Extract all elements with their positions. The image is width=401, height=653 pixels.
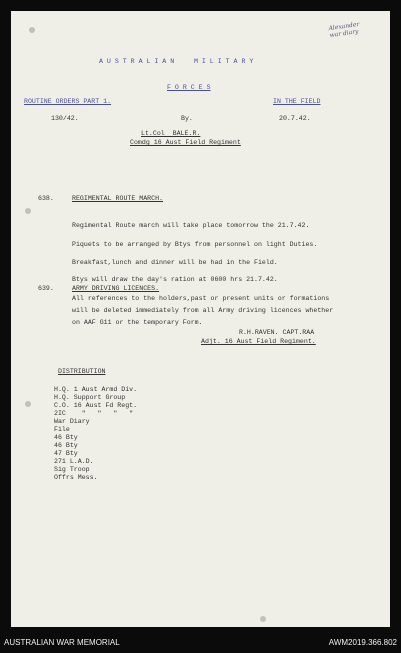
distribution-item: 46 Bty: [54, 442, 78, 449]
order-638-line: Breakfast,lunch and dinner will be had in the Field.: [72, 259, 278, 266]
signature-name: R.H.RAVEN. CAPT.RAA: [239, 329, 315, 336]
order-638-line: Regimental Route march will take place tomorrow the 21.7.42.: [72, 222, 310, 229]
staple-hole: [29, 27, 35, 33]
footer-reference: AWM2019.366.802: [328, 638, 397, 647]
handwritten-note: Alexander war diary: [328, 20, 360, 40]
order-639-heading: ARMY DRIVING LICENCES.: [72, 285, 160, 292]
distribution-item: C.O. 16 Aust Fd Regt.: [54, 402, 138, 409]
distribution-heading: DISTRIBUTION: [58, 368, 106, 375]
distribution-item: H.Q. Support Group: [54, 394, 126, 401]
order-639-line: on AAF G11 or the temporary Form.: [72, 319, 203, 326]
commander-title: Comdg 16 Aust Field Regiment: [130, 139, 241, 146]
order-638-line: Piquets to be arranged by Btys from personnel on light Duties.: [72, 241, 318, 248]
commander-name: Lt.Col BALE.R.: [141, 130, 201, 137]
footer-source: AUSTRALIAN WAR MEMORIAL: [4, 638, 120, 647]
distribution-item: Sig Troop: [54, 466, 90, 473]
distribution-item: War Diary: [54, 418, 90, 425]
distribution-item: 2IC " " " ": [54, 410, 134, 417]
distribution-item: 47 Bty: [54, 450, 78, 457]
routine-orders-heading: ROUTINE ORDERS PART 1.: [24, 98, 112, 105]
staple-hole: [260, 616, 266, 622]
order-639-number: 639.: [38, 285, 54, 292]
order-number: 130/42.: [51, 115, 79, 122]
signature-title: Adjt. 16 Aust Field Regiment.: [201, 338, 316, 345]
location-heading: IN THE FIELD: [273, 98, 321, 105]
by-label: By.: [181, 115, 193, 122]
staple-hole: [25, 401, 31, 407]
document-title: A U S T R A L I A N M I L I T A R Y: [99, 58, 254, 65]
distribution-item: File: [54, 426, 70, 433]
forces-heading: F O R C E S: [167, 84, 211, 91]
order-639-line: All references to the holders,past or present units or formations: [72, 295, 330, 302]
document-page: [11, 11, 390, 627]
staple-hole: [25, 208, 31, 214]
distribution-item: Offrs Mess.: [54, 474, 98, 481]
order-638-number: 638.: [38, 195, 54, 202]
order-date: 20.7.42.: [279, 115, 311, 122]
distribution-item: 271 L.A.D.: [54, 458, 94, 465]
distribution-item: 46 Bty: [54, 434, 78, 441]
order-639-line: will be deleted immediately from all Army driving licences whether: [72, 307, 334, 314]
distribution-item: H.Q. 1 Aust Armd Div.: [54, 386, 138, 393]
order-638-line: Btys will draw the day's ration at 0600 hrs 21.7.42.: [72, 276, 278, 283]
order-638-heading: REGIMENTAL ROUTE MARCH.: [72, 195, 164, 202]
